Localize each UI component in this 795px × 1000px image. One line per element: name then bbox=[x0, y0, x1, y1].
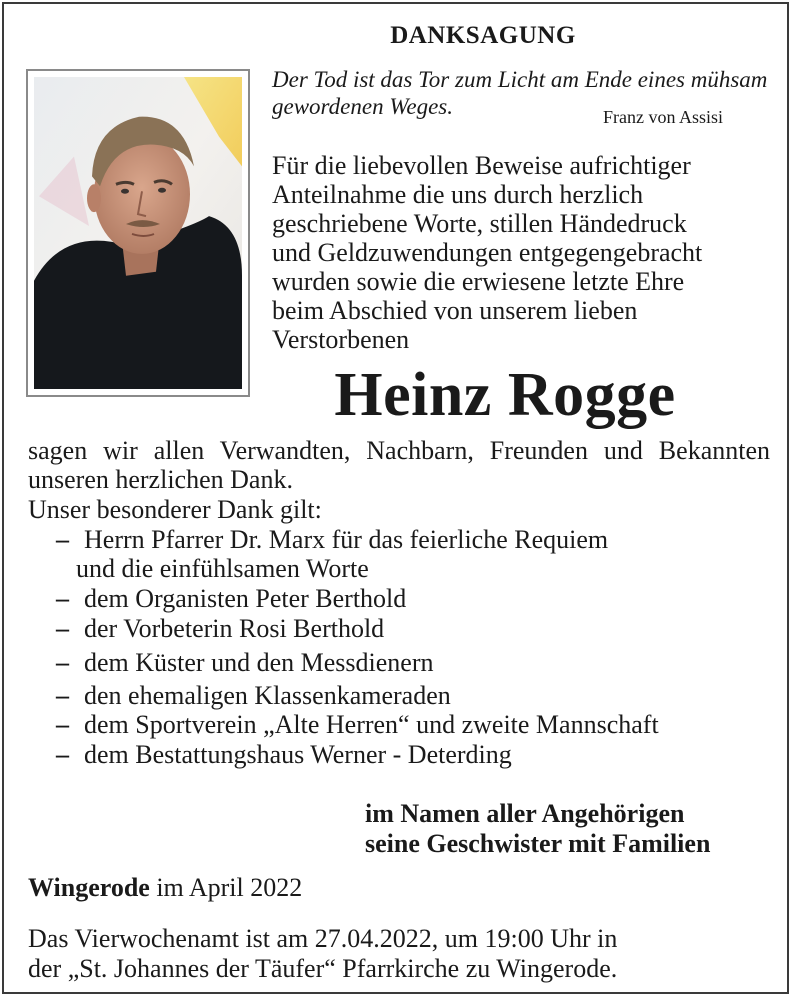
list-item-text: dem Bestattungshaus Werner - Deterding bbox=[84, 740, 512, 769]
portrait-photo bbox=[26, 69, 250, 397]
list-item bbox=[56, 614, 384, 643]
list-item-continuation: und die einfühlsamen Worte bbox=[76, 554, 369, 583]
memorial-mass-text: Das Vierwochenamt ist am 27.04.2022, um 19:00 Uhr in der „St. Johannes der Täufer“ Pfarrkirche zu Wingerode. bbox=[28, 924, 618, 983]
list-item bbox=[56, 584, 406, 613]
list-item bbox=[56, 525, 608, 583]
special-thanks-heading: Unser besonderer Dank gilt: bbox=[28, 495, 322, 524]
dash-bullet: – bbox=[56, 584, 69, 613]
dash-bullet: – bbox=[56, 648, 69, 677]
list-item bbox=[56, 681, 451, 710]
list-item-text: dem Organisten Peter Berthold bbox=[84, 584, 407, 613]
date-text: im April 2022 bbox=[156, 873, 303, 902]
thanks-text: sagen wir allen Verwandten, Nachbarn, Freunden und Bekannten unseren herzlichen Dank. bbox=[28, 436, 770, 494]
dash-bullet: – bbox=[56, 740, 69, 769]
portrait-image bbox=[34, 77, 242, 389]
list-item-text: dem Küster und den Messdienern bbox=[84, 648, 434, 677]
intro-text: Für die liebevollen Beweise aufrichtiger Anteilnahme die uns durch herzlich geschriebene Worte, stillen Händedruck und Geldzuwendungen entgegengebracht wurden sowie die erwiesene letzte Ehre beim Abschied von unserem lieben Verstorbenen bbox=[272, 151, 703, 354]
dash-bullet: – bbox=[56, 525, 69, 554]
signature-line-2: seine Geschwister mit Familien bbox=[365, 829, 711, 858]
list-item-text: dem Sportverein „Alte Herren“ und zweite Mannschaft bbox=[84, 710, 659, 739]
quote-text: Der Tod ist das Tor zum Licht am Ende eines mühsam gewordenen Weges. bbox=[272, 67, 768, 119]
list-item bbox=[56, 740, 512, 769]
list-item bbox=[56, 710, 659, 739]
dash-bullet: – bbox=[56, 614, 69, 643]
quote-author: Franz von Assisi bbox=[603, 107, 724, 127]
place-date bbox=[28, 873, 302, 902]
signature bbox=[365, 799, 710, 859]
notice-title: DANKSAGUNG bbox=[390, 22, 576, 49]
signature-line-1: im Namen aller Angehörigen bbox=[365, 799, 685, 828]
list-item-text: den ehemaligen Klassenkameraden bbox=[84, 681, 451, 710]
dash-bullet: – bbox=[56, 710, 69, 739]
list-item-text: Herrn Pfarrer Dr. Marx für das feierliche Requiem bbox=[84, 525, 609, 554]
deceased-name: Heinz Rogge bbox=[334, 361, 676, 429]
place-name: Wingerode bbox=[28, 873, 150, 902]
list-item bbox=[56, 648, 433, 677]
list-item-text: der Vorbeterin Rosi Berthold bbox=[84, 614, 385, 643]
dash-bullet: – bbox=[56, 681, 69, 710]
